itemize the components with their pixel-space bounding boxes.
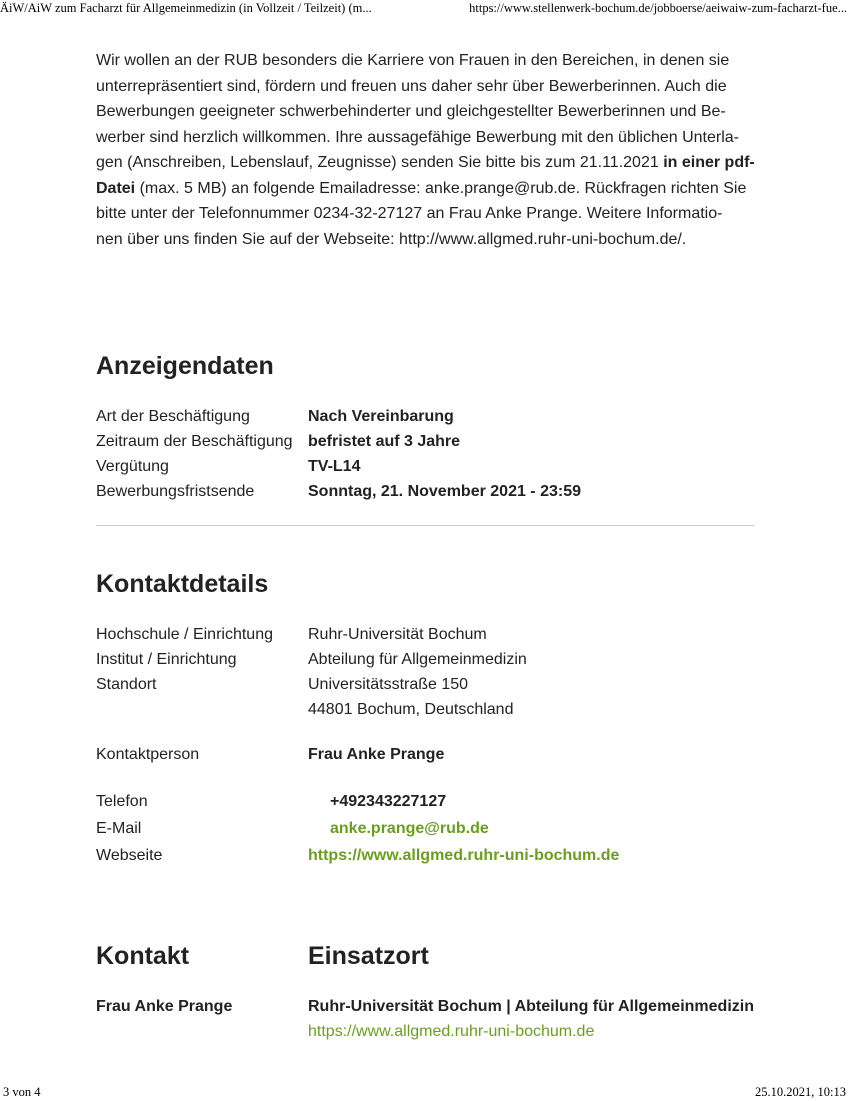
intro-line: werber sind herzlich willkommen. Ihre aussagefähige Bewerbung mit den üblichen Unterla- (96, 128, 739, 146)
telefon-label: Telefon (96, 793, 148, 810)
kontaktdetails-row (96, 672, 756, 697)
kontaktdetails-row (96, 788, 756, 815)
field-label: Bewerbungsfristsende (96, 483, 255, 500)
intro-line: bitte unter der Telefonnummer 0234-32-27127 an Frau Anke Prange. Weitere Informatio- (96, 205, 723, 222)
field-label: Art der Beschäftigung (96, 408, 250, 425)
kontaktdetails-table (96, 622, 756, 722)
standort-label: Standort (96, 676, 157, 693)
intro-bold-text: in einer pdf- (663, 154, 755, 171)
kontaktdetails-row (96, 742, 756, 767)
anzeigendaten-row (96, 404, 756, 429)
field-value: befristet auf 3 Jahre (308, 433, 461, 450)
intro-line: Bewerbungen geeigneter schwerbehinderter und gleichgestellter Bewerberinnen und Be- (96, 103, 726, 120)
contact-channels-block (96, 788, 756, 869)
intro-line: gen (Anschreiben, Lebenslauf, Zeugnisse) senden Sie bitte bis zum 21.11.2021 in einer pdf- (96, 154, 755, 171)
intro-line: Datei (max. 5 MB) an folgende Emailadresse: anke.prange@rub.de. Rückfragen richten Sie (96, 179, 747, 197)
anzeigendaten-row (96, 479, 756, 504)
anzeigendaten-table (96, 404, 756, 504)
field-value: Nach Vereinbarung (308, 408, 454, 425)
kontaktdetails-row (96, 842, 756, 869)
print-header-url: https://www.stellenwerk-bochum.de/jobboerse/aeiwaiw-zum-facharzt-fue... (469, 1, 847, 15)
kontaktperson-value: Frau Anke Prange (308, 746, 445, 763)
anzeigendaten-row (96, 429, 756, 454)
kontaktdetails-row (96, 697, 756, 722)
anzeigendaten-row (96, 454, 756, 479)
standort-address-line: 44801 Bochum, Deutschland (308, 701, 514, 718)
field-label: Vergütung (96, 458, 169, 475)
intro-line: Wir wollen an der RUB besonders die Karriere von Frauen in den Bereichen, in denen sie (96, 52, 730, 69)
anzeigendaten-heading: Anzeigendaten (96, 352, 274, 380)
intro-bold-text: Datei (96, 179, 136, 197)
kontaktdetails-row (96, 647, 756, 672)
kontaktperson-label: Kontaktperson (96, 746, 200, 763)
einsatzort-name: Ruhr-Universität Bochum | Abteilung für Allgemeinmedizin (308, 998, 754, 1015)
kontakt-block (96, 994, 296, 1019)
print-datetime: 25.10.2021, 10:13 (755, 1085, 846, 1099)
print-header (0, 0, 850, 18)
email-label: E-Mail (96, 820, 142, 837)
email-link[interactable]: anke.prange@rub.de (330, 820, 489, 837)
print-footer (0, 1085, 850, 1101)
institut-label: Institut / Einrichtung (96, 651, 237, 668)
field-value: Sonntag, 21. November 2021 - 23:59 (308, 483, 581, 500)
einsatzort-link[interactable]: https://www.allgmed.ruhr-uni-bochum.de (308, 1023, 595, 1040)
field-value: TV-L14 (308, 458, 361, 475)
standort-address-line: Universitätsstraße 150 (308, 676, 469, 693)
intro-paragraph (96, 48, 756, 252)
intro-line: nen über uns finden Sie auf der Webseite: http://www.allgmed.ruhr-uni-bochum.de/. (96, 230, 687, 248)
kontaktdetails-row (96, 815, 756, 842)
institut-value: Abteilung für Allgemeinmedizin (308, 651, 527, 668)
field-label: Zeitraum der Beschäftigung (96, 433, 293, 450)
telefon-link[interactable]: +492343227127 (330, 793, 447, 810)
kontakt-heading: Kontakt (96, 942, 190, 970)
einsatzort-heading: Einsatzort (308, 942, 429, 970)
kontaktperson-block (96, 742, 756, 767)
kontaktdetails-heading: Kontaktdetails (96, 570, 269, 598)
print-header-title: ÄiW/AiW zum Facharzt für Allgemeinmedizin (in Vollzeit / Teilzeit) (m... (0, 1, 372, 15)
kontakt-name: Frau Anke Prange (96, 998, 233, 1015)
webseite-link[interactable]: https://www.allgmed.ruhr-uni-bochum.de (308, 847, 620, 864)
webseite-label: Webseite (96, 847, 163, 864)
page-number: 3 von 4 (3, 1085, 41, 1099)
section-divider (96, 525, 754, 526)
intro-line: unterrepräsentiert sind, fördern und freuen uns daher sehr über Bewerberinnen. Auch die (96, 77, 727, 95)
einsatzort-block (308, 994, 758, 1044)
hochschule-value: Ruhr-Universität Bochum (308, 626, 487, 643)
hochschule-label: Hochschule / Einrichtung (96, 626, 273, 643)
kontaktdetails-row (96, 622, 756, 647)
